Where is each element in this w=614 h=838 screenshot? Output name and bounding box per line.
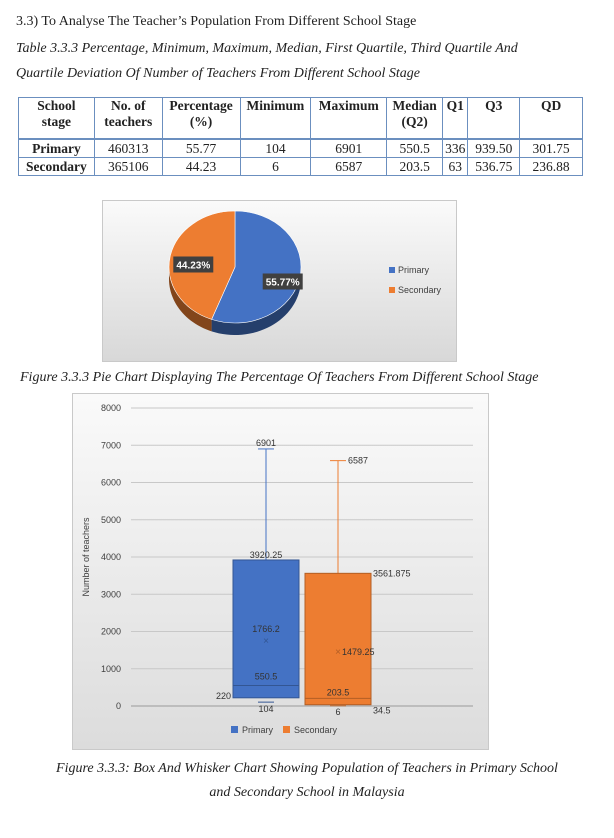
- y-tick-label: 1000: [100, 663, 121, 674]
- table-cell: 6901: [311, 139, 387, 158]
- y-tick-label: 7000: [100, 440, 121, 451]
- legend-swatch-secondary: [389, 287, 395, 293]
- legend-label: Secondary: [398, 285, 442, 295]
- table-cell: 336: [443, 139, 468, 158]
- table-header-cell: School stage: [19, 98, 95, 140]
- label-q1: 220: [215, 690, 231, 701]
- table-row: [19, 158, 583, 176]
- table-cell: 6587: [311, 158, 387, 176]
- table-cell: 63: [443, 158, 468, 176]
- table-caption-line-1: Table 3.3.3 Percentage, Minimum, Maximum, Median, First Quartile, Third Quartile And: [16, 41, 518, 56]
- table-header-cell: QD: [520, 98, 583, 140]
- table-cell: 44.23: [162, 158, 240, 176]
- table-cell: 203.5: [387, 158, 443, 176]
- table-cell: 460313: [94, 139, 162, 158]
- label-min: 104: [258, 704, 274, 715]
- table-cell: 104: [240, 139, 311, 158]
- table-header-cell: Percentage (%): [162, 98, 240, 140]
- mean-marker-secondary: ×: [335, 646, 341, 658]
- y-tick-label: 4000: [100, 552, 121, 562]
- table-cell: 301.75: [520, 139, 583, 158]
- label-max: 6901: [255, 437, 277, 448]
- y-tick-label: 8000: [100, 403, 121, 413]
- table-cell: 236.88: [520, 158, 583, 176]
- table-header-cell: Maximum: [311, 98, 387, 140]
- table-caption-line-2: Quartile Deviation Of Number of Teachers From Different School Stage: [16, 66, 421, 81]
- box-whisker-chart: [72, 393, 489, 750]
- table-header-cell: Minimum: [240, 98, 311, 140]
- y-tick-label: 2000: [100, 626, 121, 637]
- y-tick-label: 5000: [100, 514, 121, 525]
- legend-swatch-primary: [231, 726, 238, 733]
- table-cell: 550.5: [387, 139, 443, 158]
- label-min: 6: [335, 706, 341, 717]
- label-q3: 3561.875: [373, 568, 411, 579]
- table-header-cell: Median (Q2): [387, 98, 443, 140]
- table-cell: 55.77: [162, 139, 240, 158]
- table-row: [19, 139, 583, 158]
- section-heading: 3.3) To Analyse The Teacher’s Population From Different School Stage: [16, 14, 417, 29]
- table-cell: 536.75: [468, 158, 520, 176]
- legend-swatch-primary: [389, 267, 395, 273]
- figure-1-caption: Figure 3.3.3 Pie Chart Displaying The Percentage Of Teachers From Different School Stage: [20, 370, 539, 385]
- y-tick-label: 0: [115, 701, 121, 711]
- figure-2-caption-line-2: and Secondary School in Malaysia: [209, 785, 405, 800]
- table-header-cell: Q1: [443, 98, 468, 140]
- table-header-row: [19, 98, 583, 140]
- box-chart-svg: [73, 394, 488, 749]
- table-cell: 939.50: [468, 139, 520, 158]
- row-header-cell: Secondary: [19, 158, 95, 176]
- label-q1: 34.5: [373, 705, 391, 716]
- y-tick-label: 6000: [100, 477, 121, 488]
- label-max: 6587: [348, 455, 369, 466]
- statistics-table: [18, 97, 583, 176]
- legend-label: Primary: [398, 265, 429, 275]
- pie-chart-svg: [103, 201, 456, 361]
- table-header-cell: No. of teachers: [94, 98, 162, 140]
- legend-swatch-secondary: [283, 726, 290, 733]
- label-mean: 1479.25: [342, 646, 375, 657]
- mean-marker-primary: ×: [263, 636, 269, 648]
- legend-label: Primary: [242, 725, 273, 735]
- pie-data-label: 55.77%: [265, 277, 300, 289]
- label-mean: 1766.2: [252, 624, 280, 635]
- y-tick-label: 3000: [100, 589, 121, 600]
- table-cell: 6: [240, 158, 311, 176]
- label-median: 550.5: [254, 671, 278, 682]
- box-secondary: [305, 573, 371, 704]
- legend-label: Secondary: [294, 725, 338, 735]
- label-q3: 3920.25: [249, 549, 283, 560]
- table-header-cell: Q3: [468, 98, 520, 140]
- figure-2-caption-line-1: Figure 3.3.3: Box And Whisker Chart Showing Population of Teachers in Primary School: [56, 761, 558, 776]
- pie-chart: [102, 200, 457, 362]
- row-header-cell: Primary: [19, 139, 95, 158]
- pie-data-label: 44.23%: [176, 260, 211, 272]
- label-median: 203.5: [326, 687, 350, 698]
- y-axis-label: Number of teachers: [81, 517, 91, 597]
- table-cell: 365106: [94, 158, 162, 176]
